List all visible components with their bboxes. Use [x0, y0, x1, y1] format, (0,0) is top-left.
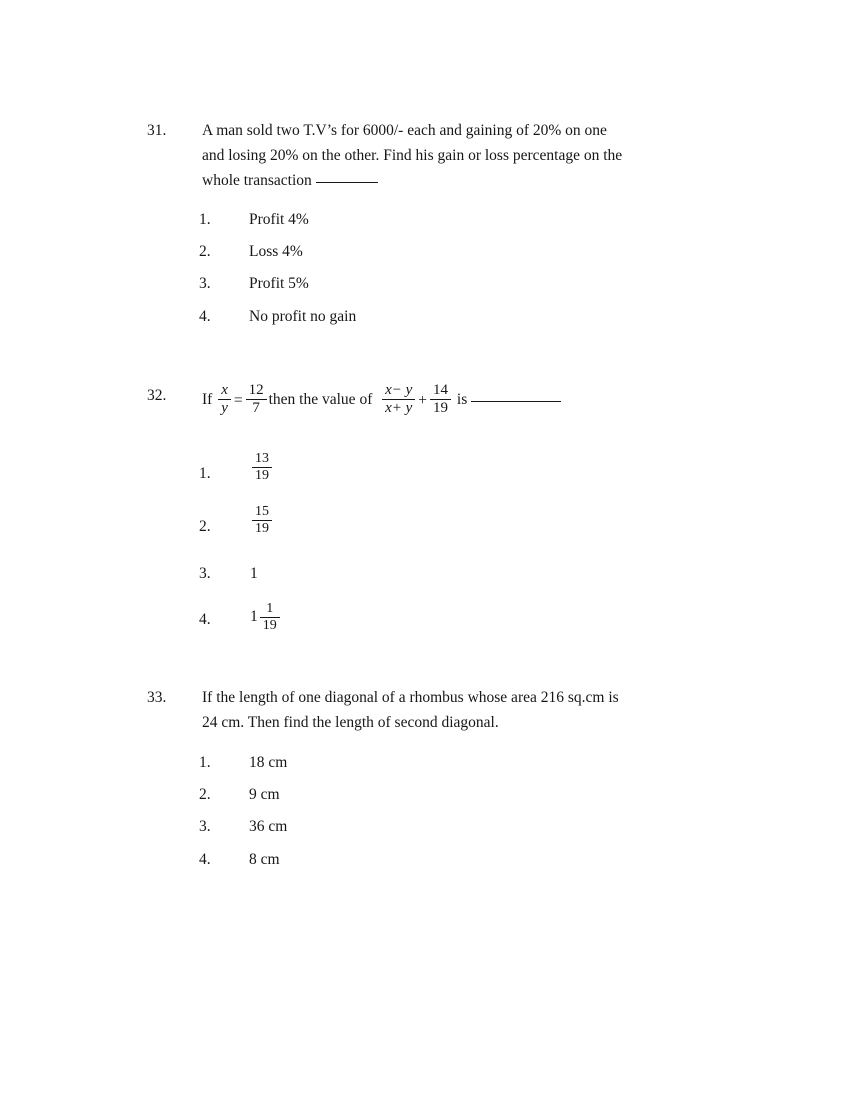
plus-sign: +	[418, 391, 428, 409]
question-31-header	[0, 118, 850, 196]
question-33-header	[0, 685, 850, 737]
question-text	[202, 383, 722, 418]
question-block-32	[0, 383, 850, 423]
option-number: 3.	[199, 275, 211, 292]
option-value: 1	[250, 565, 258, 582]
option-row[interactable]	[0, 240, 850, 264]
math-suffix: is	[456, 390, 468, 408]
option-label: 9 cm	[249, 786, 280, 803]
option-label: 8 cm	[249, 851, 280, 868]
fraction-denominator: 19	[433, 399, 449, 416]
option-value	[250, 452, 274, 484]
option-value	[250, 601, 282, 633]
option-row[interactable]	[0, 562, 850, 586]
fraction-denominator: 19	[255, 520, 269, 536]
option-number: 4.	[199, 611, 211, 628]
fraction-denominator: x+ y	[385, 399, 413, 416]
mixed-number-1-and-1-over-19	[250, 601, 282, 633]
answer-blank[interactable]	[316, 182, 378, 183]
fraction-xminusy-over-xplusy	[382, 382, 415, 417]
equals-sign: =	[233, 391, 243, 409]
option-row[interactable]	[0, 783, 850, 807]
option-number: 3.	[199, 565, 211, 582]
option-label: No profit no gain	[249, 308, 357, 325]
option-number: 1.	[199, 754, 211, 771]
question-block-33	[0, 685, 850, 737]
fraction-numerator: 14	[430, 382, 451, 400]
fraction-15-over-19	[252, 504, 272, 536]
option-row[interactable]	[0, 272, 850, 296]
fraction-13-over-19	[252, 451, 272, 483]
fraction-denominator: 19	[262, 617, 277, 633]
question-number: 33.	[147, 689, 167, 706]
answer-blank[interactable]	[471, 401, 561, 402]
option-value	[250, 505, 274, 537]
option-row[interactable]	[0, 751, 850, 775]
question-block-31	[0, 118, 850, 196]
fraction-denominator: y	[221, 399, 228, 416]
option-label: Loss 4%	[249, 243, 303, 260]
question-32-header	[0, 383, 850, 423]
fraction-denominator: 19	[255, 467, 269, 483]
question-line: and losing 20% on the other. Find his gain or loss percentage on the	[202, 147, 623, 164]
fraction-numerator: x− y	[382, 382, 415, 400]
math-middle-text: then the value of	[268, 390, 373, 408]
math-expression	[202, 382, 561, 416]
option-number: 2.	[199, 786, 211, 803]
question-line: A man sold two T.V’s for 6000/- each and gaining of 20% on one	[202, 122, 607, 139]
fraction-numerator: x	[218, 382, 231, 400]
option-row[interactable]	[0, 848, 850, 872]
fraction-numerator: 12	[246, 382, 267, 400]
question-number: 32.	[147, 387, 167, 404]
option-row[interactable]	[0, 815, 850, 839]
fraction-x-over-y	[218, 382, 231, 417]
question-text	[202, 118, 698, 193]
question-number: 31.	[147, 122, 167, 139]
option-number: 2.	[199, 243, 211, 260]
fraction-12-over-7	[246, 382, 267, 417]
question-line: whole transaction	[202, 168, 698, 193]
option-number: 1.	[199, 465, 211, 482]
question-text	[202, 685, 698, 735]
question-line: If the length of one diagonal of a rhombus whose area 216 sq.cm is	[202, 689, 619, 706]
fraction-14-over-19	[430, 382, 451, 417]
option-label: Profit 5%	[249, 275, 309, 292]
math-prefix: If	[202, 390, 213, 408]
fraction-denominator: 7	[252, 399, 260, 416]
fraction-numerator: 1	[260, 601, 280, 618]
option-number: 2.	[199, 518, 211, 535]
fraction-numerator: 13	[252, 451, 272, 468]
option-number: 1.	[199, 211, 211, 228]
option-row[interactable]	[0, 305, 850, 329]
fraction-numerator: 15	[252, 504, 272, 521]
option-row[interactable]	[0, 208, 850, 232]
option-label: 36 cm	[249, 818, 288, 835]
option-number: 4.	[199, 308, 211, 325]
question-line: 24 cm. Then find the length of second diagonal.	[202, 714, 499, 731]
mixed-fraction-part	[260, 601, 280, 633]
mixed-whole-part: 1	[250, 608, 258, 626]
option-number: 4.	[199, 851, 211, 868]
option-label: Profit 4%	[249, 211, 309, 228]
option-label: 18 cm	[249, 754, 288, 771]
option-number: 3.	[199, 818, 211, 835]
